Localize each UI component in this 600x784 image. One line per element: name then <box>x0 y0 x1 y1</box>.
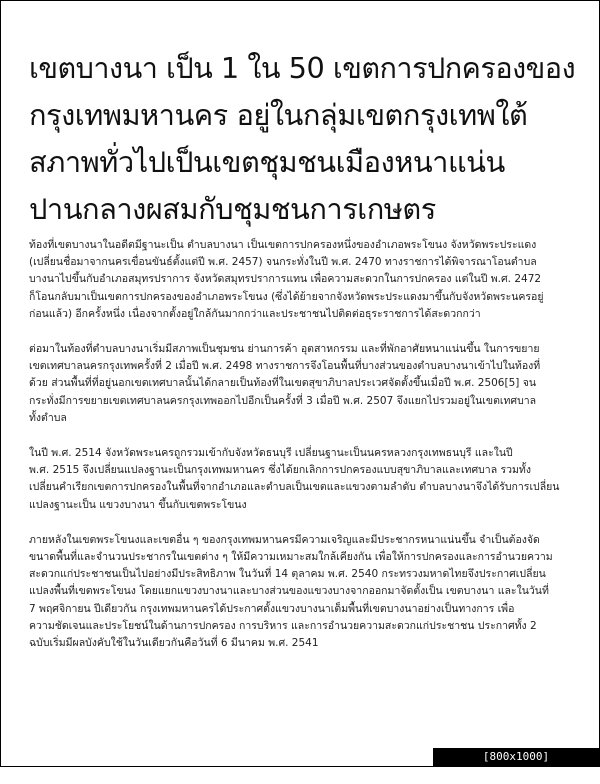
text-line: ท้องที่เขตบางนาในอดีตมีฐานะเป็น ตำบลบางนา เป็นเขตการปกครองหนึ่งของอำเภอพระโขนง จังหวัดพระประแดง <box>29 239 537 251</box>
text-line: กระทั่งมีการขยายเขตเทศบาลนครกรุงเทพออกไปอีกเป็นครั้งที่ 3 เมื่อปี พ.ศ. 2507 จึงแยกไปรวมอยู่ในเขตเทศบาล <box>29 394 537 407</box>
text-line: บางนาไปขึ้นกับอำเภอสมุทรปราการ จังหวัดสมุทรปราการแทน เพื่อความสะดวกในการปกครอง แต่ในปี พ.ศ. 2472 <box>29 273 542 286</box>
text-line: ขนาดพื้นที่และจำนวนประชากรในเขตต่าง ๆ ให้มีความเหมาะสมใกล้เคียงกัน เพื่อให้การปกครองและการอำนวยความ <box>29 551 553 564</box>
headline-line: เขตบางนา เป็น 1 ใน 50 เขตการปกครองของ <box>29 51 576 85</box>
text-line: ก่อนแล้ว) อีกครั้งหนึ่ง เนื่องจากตั้งอยู่ใกล้กันมากกว่าและประชาชนไปติดต่อธุระราชการได้สะดวกกว่า <box>29 307 481 320</box>
text-line: ต่อมาในท้องที่ตำบลบางนาเริ่มมีสภาพเป็นชุมชน ย่านการค้า อุตสาหกรรม และที่พักอาศัยหนาแน่นขึ้น ในการขยาย <box>29 343 540 356</box>
text-line: แปลงฐานะเป็น แขวงบางนา ขึ้นกับเขตพระโขนง <box>29 498 247 511</box>
text-line: ในปี พ.ศ. 2514 จังหวัดพระนครถูกรวมเข้ากับจังหวัดธนบุรี เปลี่ยนฐานะเป็นนครหลวงกรุงเทพธนบุรี และในปี <box>29 447 513 460</box>
paragraph-bangkok-merger <box>29 445 577 514</box>
text-line: 7 พฤศจิกายน ปีเดียวกัน กรุงเทพมหานครได้ประกาศตั้งแขวงบางนาเต็มพื้นที่เขตบางนาอย่างเป็นทางการ เพื่อ <box>29 602 515 615</box>
headline-line: กรุงเทพมหานคร อยู่ในกลุ่มเขตกรุงเทพใต้ <box>29 98 528 132</box>
text-line: ทั้งตำบล <box>29 411 67 424</box>
paragraph-municipality <box>29 341 577 427</box>
headline-line: ปานกลางผสมกับชุมชนการเกษตร <box>29 192 436 226</box>
text-line: สะดวกแก่ประชาชนเป็นไปอย่างมีประสิทธิภาพ ในวันที่ 14 ตุลาคม พ.ศ. 2540 กระทรวงมหาดไทยจึงประกาศเปลี่ยน <box>29 568 546 581</box>
text-line: ด้วย ส่วนพื้นที่ที่อยู่นอกเขตเทศบาลนั้นได้กลายเป็นท้องที่ในเขตสุขาภิบาลประเวศจัดตั้งขึ้นเมื่อปี พ.ศ. 2506[5] จน <box>29 377 537 390</box>
text-line: ก็โอนกลับมาเป็นเขตการปกครองของอำเภอพระโขนง (ซึ่งได้ย้ายจากจังหวัดพระประแดงมาขึ้นกับจังหวัดพระนครอยู่ <box>29 290 544 303</box>
text-line: เขตเทศบาลนครกรุงเทพครั้งที่ 2 เมื่อปี พ.ศ. 2498 ทางราชการจึงโอนพื้นที่บางส่วนของตำบลบางนาเข้าไปในท้องที่ <box>29 360 541 373</box>
text-line: แปลงพื้นที่เขตพระโขนง โดยแยกแขวงบางนาและบางส่วนของแขวงบางจากออกมาจัดตั้งเป็น เขตบางนา และในวันที่ <box>29 585 549 598</box>
text-line: พ.ศ. 2515 จึงเปลี่ยนแปลงฐานะเป็นกรุงเทพมหานคร ซึ่งได้ยกเลิกการปกครองแบบสุขาภิบาลและเทศบาล รวมทั้ง <box>29 464 531 477</box>
text-line: ฉบับเริ่มมีผลบังคับใช้ในวันเดียวกันคือวันที่ 6 มีนาคม พ.ศ. 2541 <box>29 637 319 650</box>
text-line: ภายหลังในเขตพระโขนงและเขตอื่น ๆ ของกรุงเทพมหานครมีความเจริญและมีประชากรหนาแน่นขึ้น จำเป็นต้องจัด <box>29 533 540 546</box>
text-line: ความชัดเจนและประโยชน์ในด้านการปกครอง การบริหาร และการอำนวยความสะดวกแก่ประชาชน ประกาศทั้ง 2 <box>29 619 537 632</box>
paragraph-district-establishment <box>29 532 577 652</box>
text-line: (เปลี่ยนชื่อมาจากนครเขื่อนขันธ์ตั้งแต่ปี พ.ศ. 2457) จนกระทั่งในปี พ.ศ. 2470 ทางราชการได้พิจารณาโอนตำบล <box>29 256 537 269</box>
headline-line: สภาพทั่วไปเป็นเขตชุมชนเมืองหนาแน่น <box>29 145 505 179</box>
image-host-watermark: [800x1000] https://upic.me/ <box>433 748 599 766</box>
paragraph-history <box>29 237 577 323</box>
article-body <box>29 237 577 670</box>
headline <box>29 45 579 233</box>
text-line: เปลี่ยนคำเรียกเขตการปกครองในพื้นที่จากอำเภอและตำบลเป็นเขตและแขวงตามลำดับ ตำบลบางนาจึงได้รับการเปลี่ยน <box>29 481 560 494</box>
